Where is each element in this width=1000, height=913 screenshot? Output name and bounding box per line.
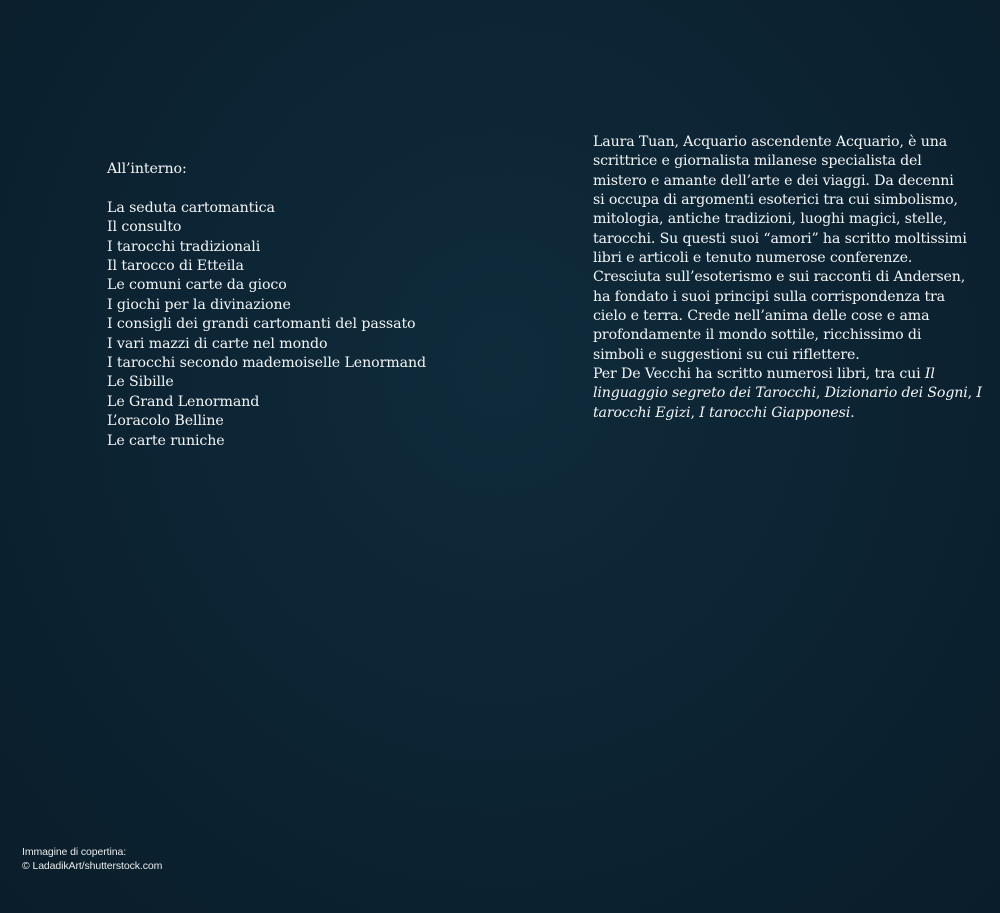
list-item: I tarocchi secondo mademoiselle Lenormand (107, 355, 426, 372)
bio-line: si occupa di argomenti esoterici tra cui simbolismo, (593, 192, 958, 209)
bio-line: Cresciuta sull’esoterismo e sui racconti di Andersen, (593, 269, 966, 286)
list-item: L’oracolo Belline (107, 413, 224, 430)
bio-line: cielo e terra. Crede nell’anima delle cose e ama (593, 308, 930, 325)
image-credit (22, 845, 162, 873)
list-item: Le comuni carte da gioco (107, 277, 287, 294)
bio-line: Laura Tuan, Acquario ascendente Acquario, è una (593, 134, 948, 150)
separator: , (815, 385, 825, 402)
bio-line: profondamente il mondo sottile, ricchissimo di (593, 327, 922, 344)
separator: , (967, 385, 977, 402)
list-item: La seduta cartomantica (107, 199, 275, 216)
bio-line: mitologia, antiche tradizioni, luoghi magici, stelle, (593, 211, 947, 228)
list-item: Le carte runiche (107, 432, 225, 449)
credit-source: © LadadikArt/shutterstock.com (22, 860, 163, 872)
bio-line: mistero e amante dell’arte e dei viaggi. Da decenni (593, 172, 954, 189)
contents-section (107, 160, 467, 451)
list-item: I tarocchi tradizionali (107, 238, 261, 255)
book-title: tarocchi Egizi (593, 404, 691, 421)
period: . (850, 404, 855, 421)
list-item: Le Grand Lenormand (107, 393, 260, 410)
bio-line: scrittrice e giornalista milanese specialista del (593, 153, 922, 170)
bio-books-line (593, 384, 982, 403)
bio-text: Per De Vecchi ha scritto numerosi libri, tra cui (593, 366, 925, 383)
contents-heading: All’interno: (107, 161, 187, 177)
book-title: Il (924, 366, 935, 383)
list-item: I giochi per la divinazione (107, 296, 291, 313)
credit-label: Immagine di copertina: (22, 846, 127, 858)
list-item: Le Sibille (107, 374, 174, 391)
separator: , (690, 404, 700, 421)
bio-line: simboli e suggestioni su cui riflettere. (593, 346, 860, 363)
bio-books-line (593, 365, 943, 384)
list-item: Il consulto (107, 219, 182, 236)
book-title: I (976, 385, 982, 402)
bio-line: ha fondato i suoi principi sulla corrispondenza tra (593, 288, 945, 305)
bio-line: tarocchi. Su questi suoi “amori” ha scritto moltissimi (593, 230, 967, 247)
list-item: Il tarocco di Etteila (107, 258, 244, 275)
contents-list (107, 199, 467, 451)
list-item: I consigli dei grandi cartomanti del passato (107, 316, 416, 333)
author-bio (593, 133, 982, 423)
book-title: Dizionario dei Sogni (824, 385, 968, 402)
book-title: linguaggio segreto dei Tarocchi (593, 385, 816, 402)
bio-line: libri e articoli e tenuto numerose conferenze. (593, 250, 913, 267)
book-title: I tarocchi Giapponesi (699, 404, 851, 421)
list-item: I vari mazzi di carte nel mondo (107, 335, 328, 352)
bio-books-line (593, 404, 943, 423)
